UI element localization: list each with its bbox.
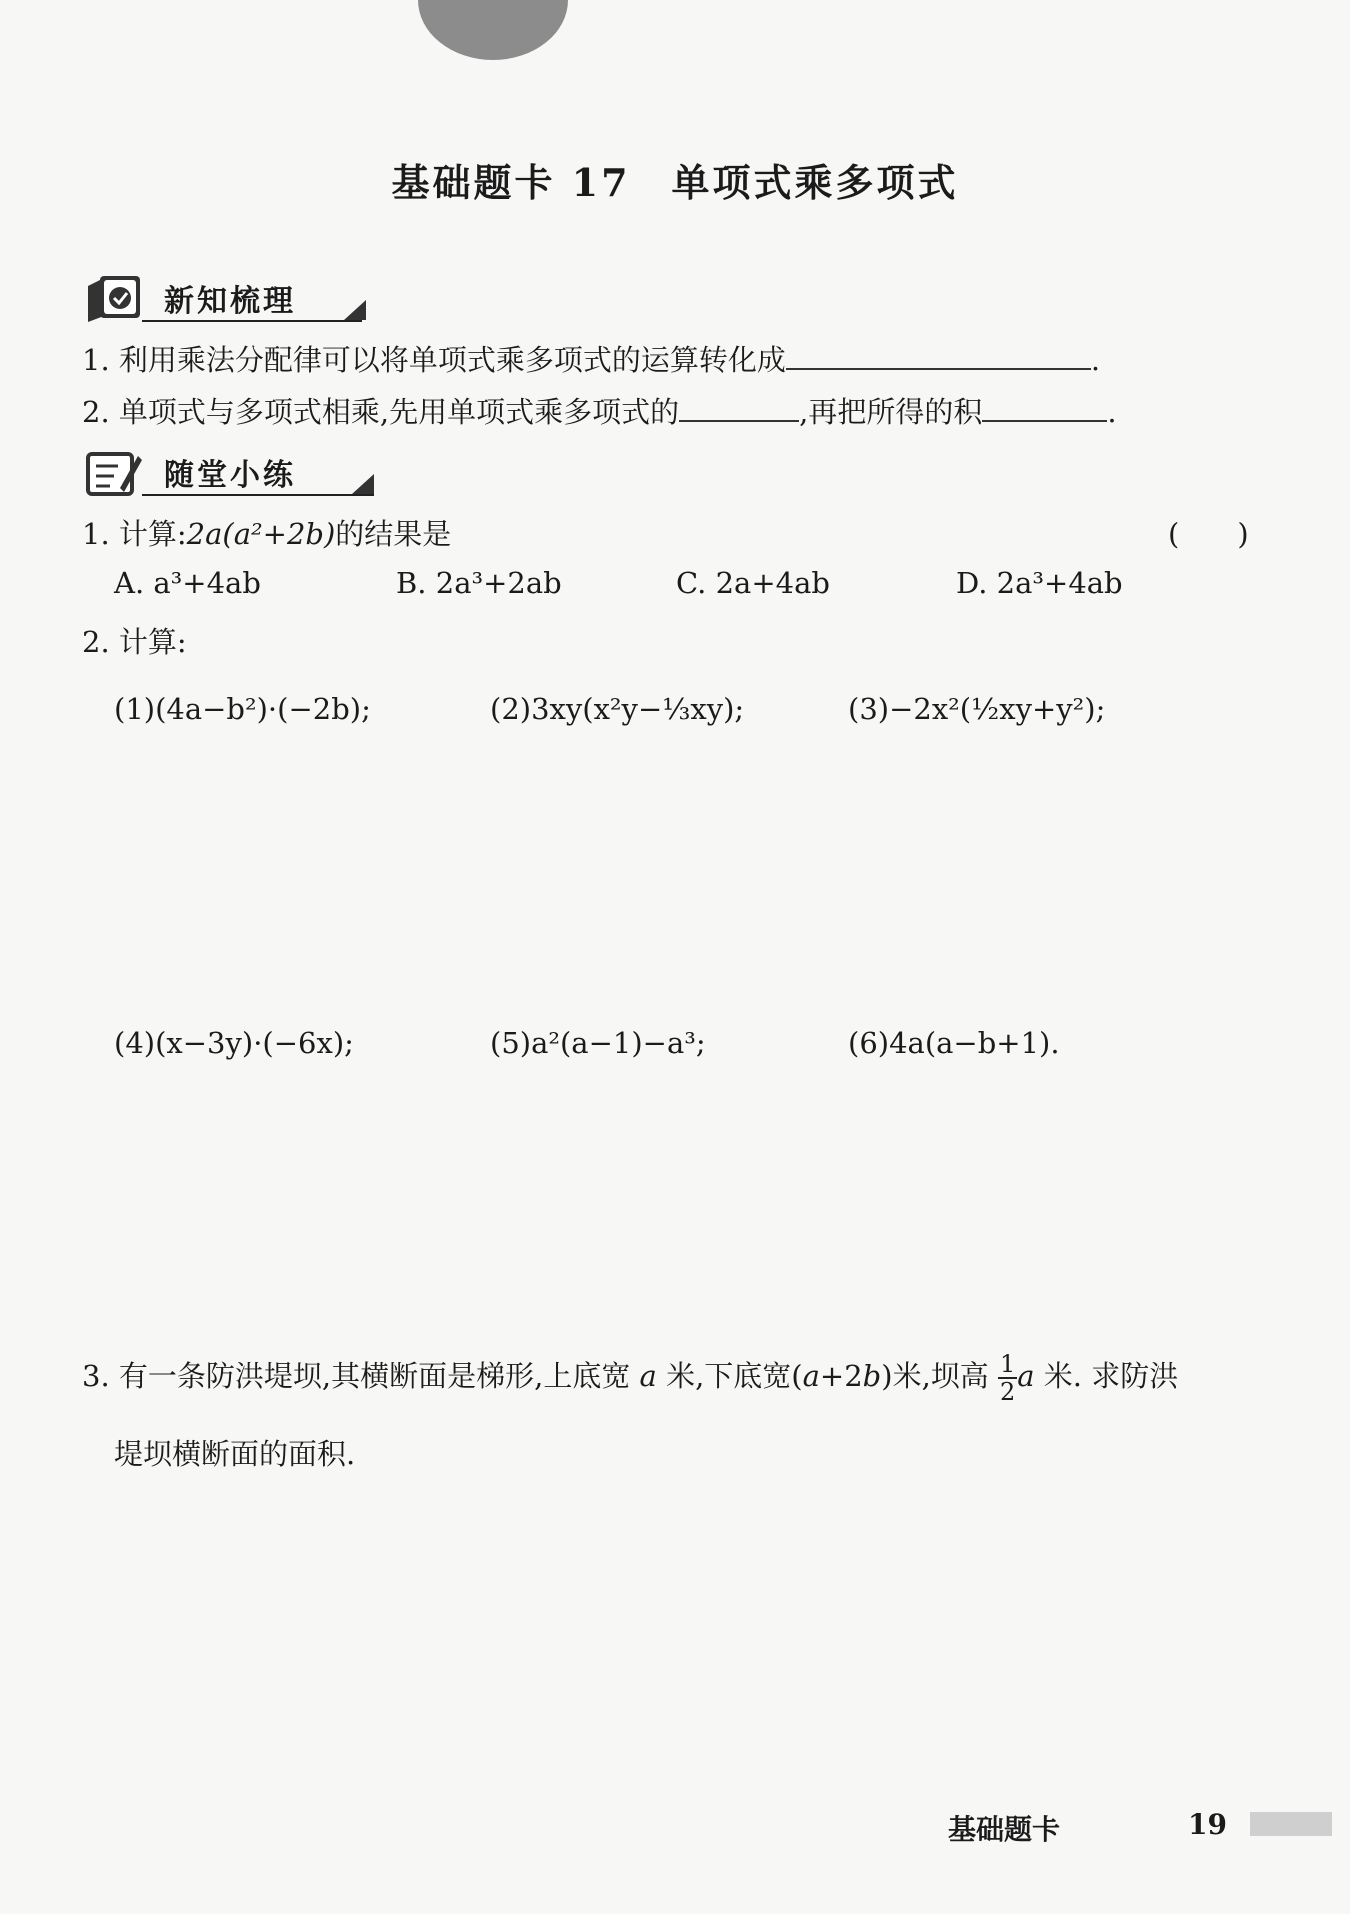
section-heading-label: 随堂小练 xyxy=(164,458,296,493)
heading-underline xyxy=(142,494,374,496)
footer-bar xyxy=(1250,1812,1332,1836)
var-a: a xyxy=(1017,1359,1035,1393)
practice-q1-suffix: 的结果是 xyxy=(335,517,452,551)
knowledge-q2 xyxy=(82,390,1117,431)
sub-problem-1: (1)(4a−b²)·(−2b); xyxy=(114,692,371,726)
section-heading-new-knowledge xyxy=(82,270,372,326)
practice-q3-line1 xyxy=(82,1352,1262,1404)
q3-text-c: 米,坝高 xyxy=(892,1359,989,1393)
heading-triangle-icon xyxy=(352,474,374,494)
answer-blank[interactable] xyxy=(982,394,1107,422)
option-a[interactable]: A. a³+4ab xyxy=(114,566,261,600)
footer-label: 基础题卡 xyxy=(947,1813,1060,1846)
top-tab-decoration xyxy=(418,0,568,60)
practice-q1-prefix: 1. 计算: xyxy=(82,517,187,551)
notebook-pen-icon xyxy=(82,446,144,498)
q3-text-b: 米,下底宽 xyxy=(666,1359,792,1393)
knowledge-q2-start: 2. 单项式与多项式相乘,先用单项式乘多项式的 xyxy=(82,395,680,429)
knowledge-q2-end: . xyxy=(1107,395,1117,429)
bottom-width-expression: (a+2b) xyxy=(791,1359,893,1393)
practice-q3-line2: 堤坝横断面的面积. xyxy=(114,1437,356,1471)
sub-problem-3: (3)−2x²(½xy+y²); xyxy=(848,692,1106,726)
sub-problem-2: (2)3xy(x²y−⅓xy); xyxy=(490,692,745,726)
option-c[interactable]: C. 2a+4ab xyxy=(676,566,830,600)
section-heading-practice xyxy=(82,444,372,500)
knowledge-q1-end: . xyxy=(1090,343,1101,377)
practice-q1-expression: 2a(a²+2b) xyxy=(186,517,336,551)
answer-blank[interactable] xyxy=(679,394,799,422)
answer-paren[interactable]: ( ) xyxy=(1168,517,1249,551)
sub-problem-6: (6)4a(a−b+1). xyxy=(848,1026,1060,1060)
var-a: a xyxy=(639,1359,657,1393)
sub-problem-5: (5)a²(a−1)−a³; xyxy=(490,1026,706,1060)
heading-triangle-icon xyxy=(344,300,366,320)
q3-text-d: 米. 求防洪 xyxy=(1043,1359,1179,1393)
section-heading-label: 新知梳理 xyxy=(164,284,296,319)
knowledge-q2-mid: ,再把所得的积 xyxy=(799,395,983,429)
knowledge-q1-text: 1. 利用乘法分配律可以将单项式乘多项式的运算转化成 xyxy=(82,343,786,377)
practice-q1 xyxy=(82,512,451,553)
q3-text-a: 3. 有一条防洪堤坝,其横断面是梯形,上底宽 xyxy=(82,1359,631,1393)
practice-q2-label: 2. 计算: xyxy=(82,625,187,659)
page-number: 19 xyxy=(1188,1808,1227,1841)
notebook-check-icon xyxy=(82,272,144,324)
option-b[interactable]: B. 2a³+2ab xyxy=(396,566,562,600)
page-title: 基础题卡 17 单项式乘多项式 xyxy=(391,160,959,205)
knowledge-q1 xyxy=(82,338,1100,379)
option-d[interactable]: D. 2a³+4ab xyxy=(956,566,1123,600)
fraction-one-half: $\frac{1}{2}$ xyxy=(1000,1350,1016,1406)
sub-problem-4: (4)(x−3y)·(−6x); xyxy=(114,1026,354,1060)
heading-underline xyxy=(142,320,362,322)
answer-blank[interactable] xyxy=(786,342,1091,370)
